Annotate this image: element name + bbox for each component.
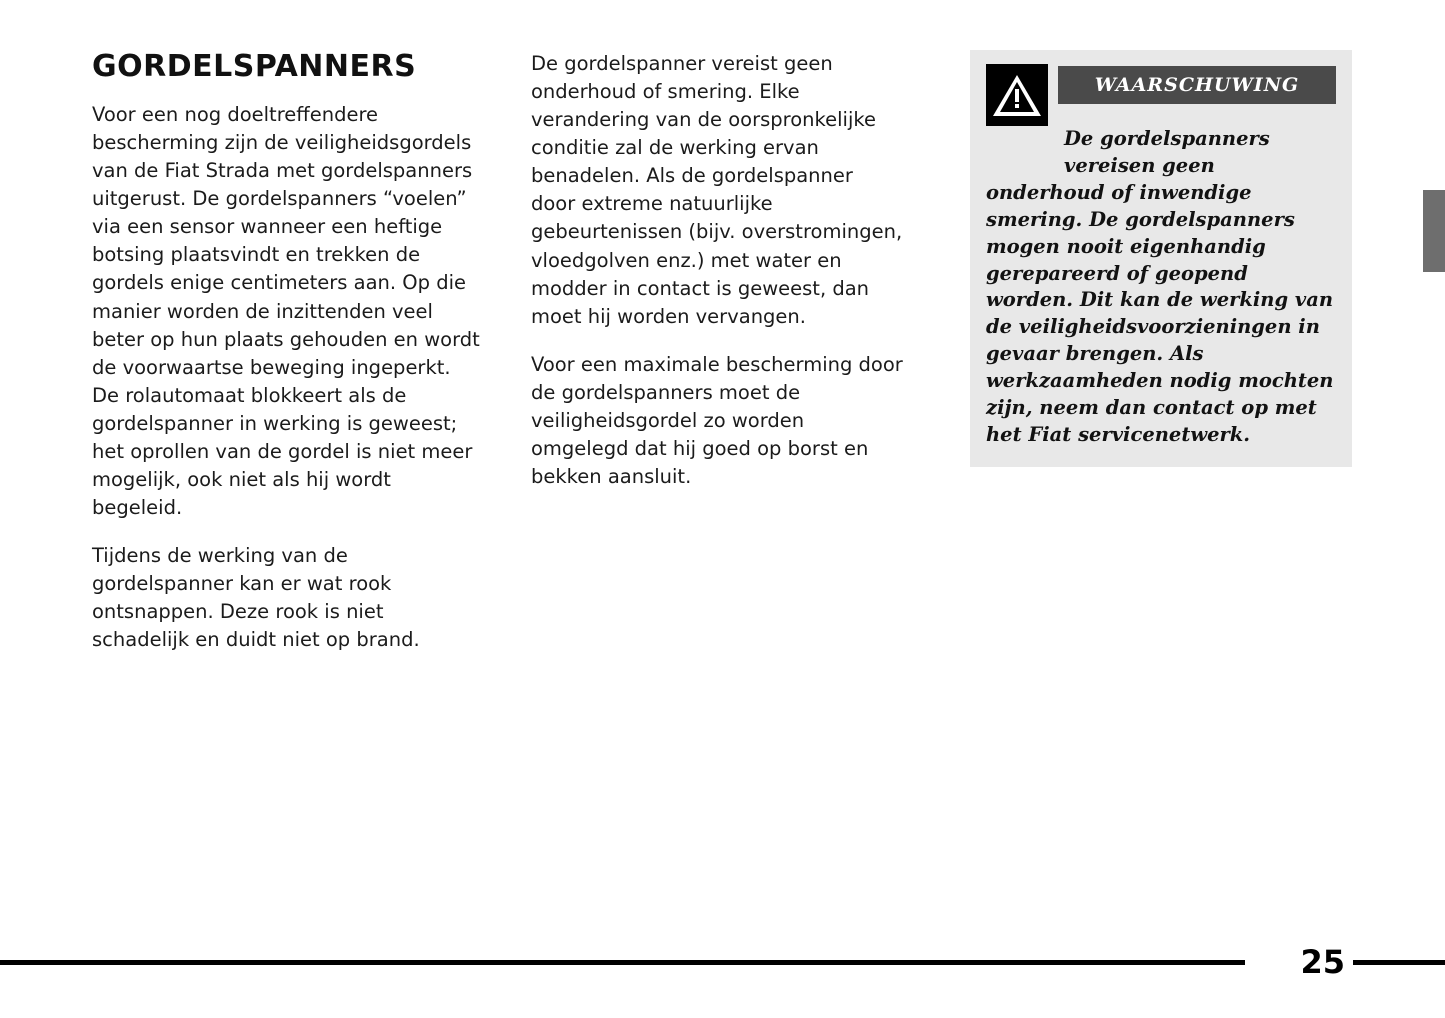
paragraph: De gordelspanner vereist geen onderhoud of smering. Elke verandering van de oorspronkelijke conditie zal de werking ervan benadelen. Als de gordelspanner door extreme natuurlijke gebeurtenissen (bijv. overstromingen, vloedgolven enz.) met water en modder in contact is geweest, dan moet hij worden vervangen.	[531, 52, 903, 328]
page-number: 25	[1300, 943, 1345, 981]
chapter-edge-tab	[1423, 190, 1445, 272]
column-left	[92, 50, 480, 654]
page-footer	[0, 942, 1445, 982]
footer-rule-right	[1353, 960, 1445, 965]
footer-rule-left	[0, 960, 1245, 965]
column-right	[970, 50, 1352, 467]
warning-box	[970, 50, 1352, 467]
column-middle	[531, 50, 903, 491]
warning-header	[986, 64, 1336, 126]
paragraph: Voor een maximale bescherming door de gordelspanners moet de veiligheidsgordel zo worden omgelegd dat hij goed op borst en bekken aansluit.	[531, 352, 903, 489]
paragraph: Voor een nog doeltreffendere bescherming zijn de veiligheidsgordels van de Fiat Strada met gordelspanners uitgerust. De gordelspanners “voelen” via een sensor wanneer een heftige botsing plaatsvindt en trekken de gordels enige centimeters aan. Op die manier worden de inzittenden veel beter op hun plaats gehouden en wordt de voorwaartse beweging ingeperkt. De rolautomaat blokkeert als de gordelspanner in werking is geweest; het oprollen van de gordel is niet meer mogelijk, ook niet als hij wordt begeleid.	[92, 103, 480, 520]
warning-banner-label: WAARSCHUWING	[1058, 66, 1336, 104]
warning-text-content: De gordelspanners vereisen geen onderhoud of inwendige smering. De gordelspanners mogen nooit eigenhandig gerepareerd of geopend worden. Dit kan de werking van de veiligheidsvoorzieningen in gevaar brengen. Als werkzaamheden nodig mochten zijn, neem dan contact op met het Fiat servicenetwerk.	[986, 127, 1334, 446]
warning-triangle-icon	[986, 64, 1048, 126]
warning-text	[986, 126, 1336, 449]
page-title: GORDELSPANNERS	[92, 49, 417, 84]
warning-text-float-spacer	[986, 126, 1064, 178]
paragraph: Tijdens de werking van de gordelspanner kan er wat rook ontsnappen. Deze rook is niet schadelijk en duidt niet op brand.	[92, 544, 420, 652]
